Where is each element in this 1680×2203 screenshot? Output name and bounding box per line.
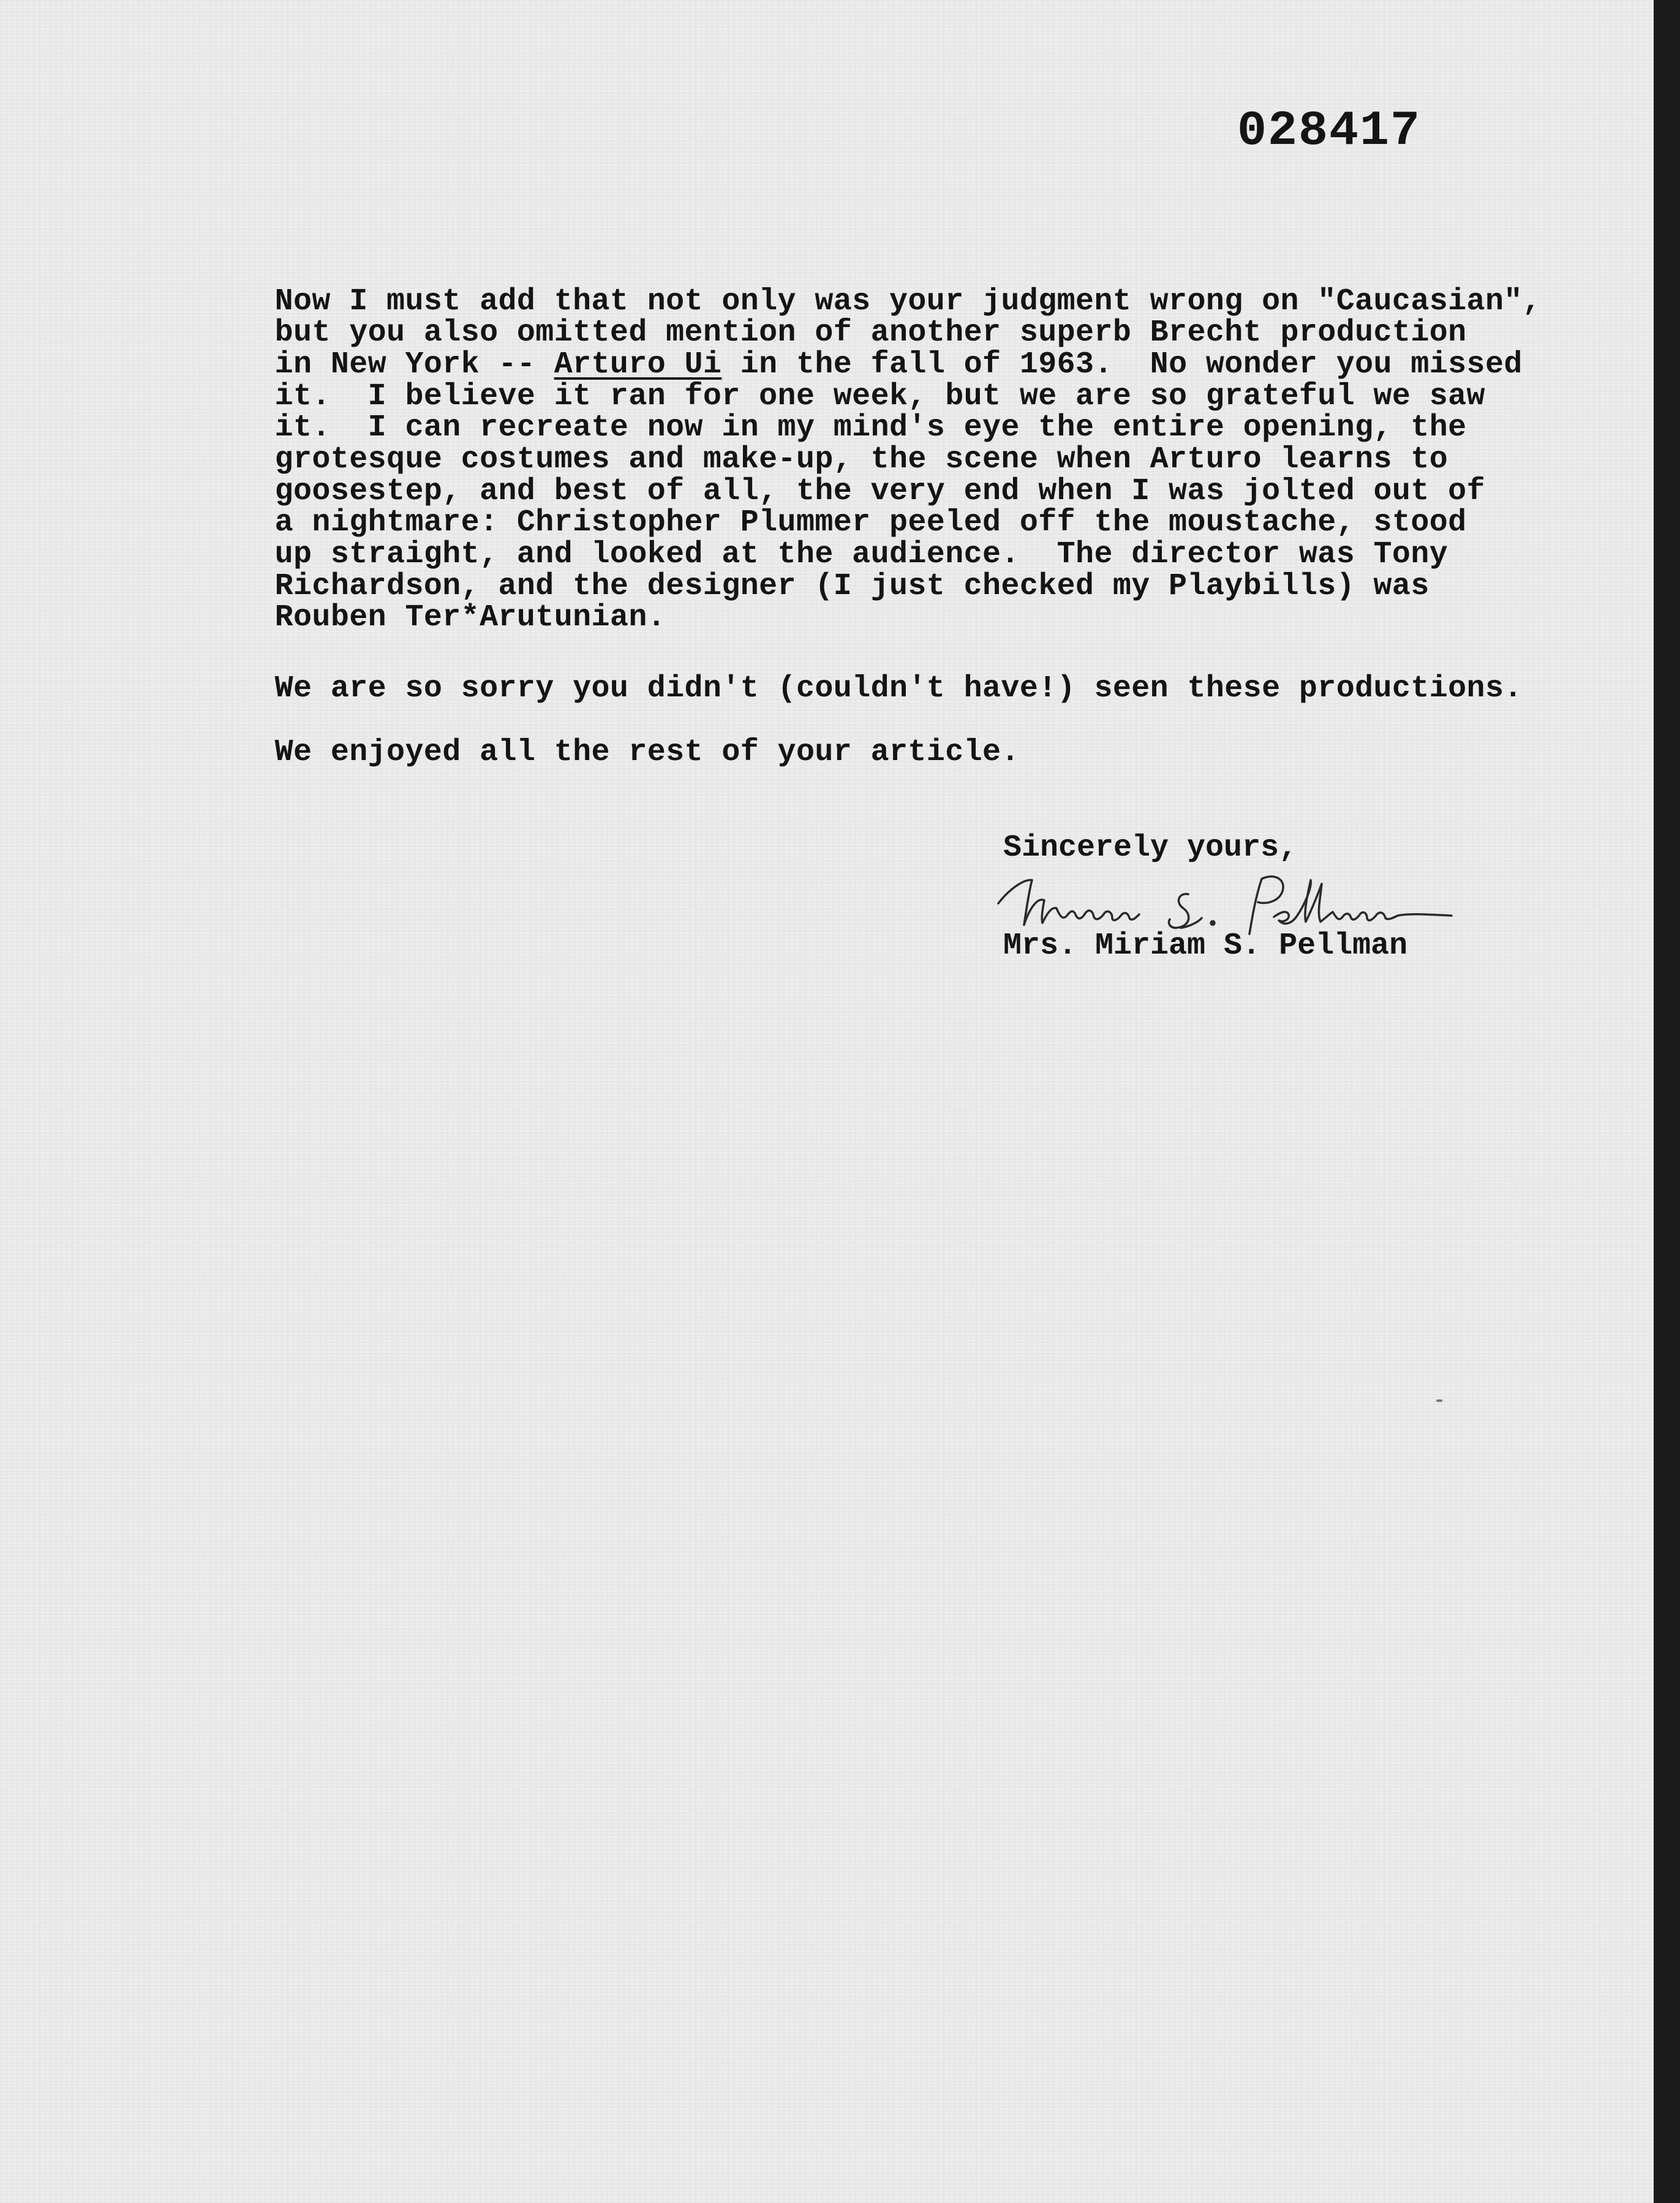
line-text: up straight, and looked at the audience. The director was Tony — [274, 537, 1448, 572]
letter-line — [200, 707, 1020, 799]
line-text: goosestep, and best of all, the very end when I was jolted out of — [274, 474, 1485, 509]
line-text: Rouben Ter*Arutunian. — [274, 600, 666, 635]
signer-name: Mrs. Miriam S. Pellman — [1003, 928, 1408, 963]
line-text: Now I must add that not only was your judgment wrong on "Caucasian", — [274, 284, 1542, 319]
line-text: it. I can recreate now in my mind's eye the entire opening, the — [274, 410, 1467, 445]
line-text: it. I believe it ran for one week, but we are so grateful we saw — [274, 379, 1485, 414]
line-text: a nightmare: Christopher Plummer peeled off the moustache, stood — [274, 505, 1467, 540]
underlined-play-title: Arturo Ui — [554, 347, 722, 382]
line-text: We are so sorry you didn't (couldn't have!) seen these productions. — [274, 671, 1523, 706]
line-text: but you also omitted mention of another superb Brecht production — [274, 315, 1467, 350]
document-number: 028417 — [1237, 104, 1422, 159]
scan-border — [1654, 0, 1680, 2203]
line-text: in the fall of 1963. No wonder you missed — [721, 347, 1523, 382]
line-text: grotesque costumes and make-up, the scene when Arturo learns to — [274, 442, 1448, 477]
closing: Sincerely yours, — [1003, 830, 1298, 865]
line-text: We enjoyed all the rest of your article. — [274, 735, 1020, 770]
line-text: in New York -- — [274, 347, 554, 382]
paper-speck — [1436, 1399, 1442, 1402]
line-text: Richardson, and the designer (I just checked my Playbills) was — [274, 569, 1430, 604]
